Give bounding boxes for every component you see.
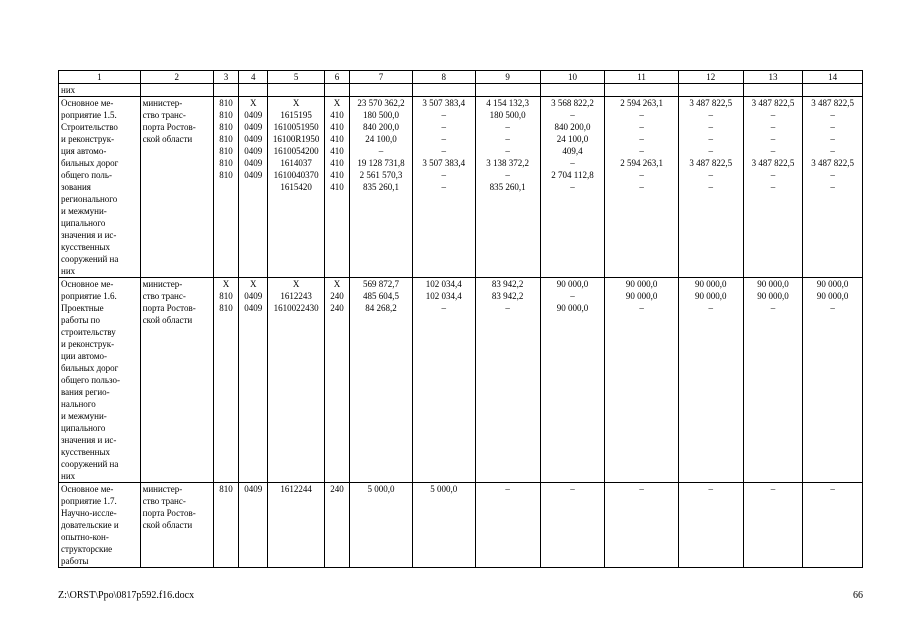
value-cell-c3 (213, 278, 238, 483)
executor-name: министер- ство транс- порта Ростов- ской области (140, 483, 213, 568)
header-row (59, 71, 863, 84)
value-line: 1610040370 (273, 170, 319, 180)
value-cell-c8 (412, 97, 475, 278)
value-line: – (639, 484, 644, 494)
value-line: 240 (330, 303, 344, 313)
budget-table (58, 70, 863, 568)
value-line: 23 570 362,2 (357, 98, 405, 108)
value-cell-c5 (268, 483, 325, 568)
value-line: 810 (219, 146, 233, 156)
header-cell: 11 (605, 71, 678, 84)
value-line: Х (292, 98, 300, 108)
value-line: – (830, 110, 835, 120)
value-line: – (639, 134, 644, 144)
activity-name: Основное ме- роприятие 1.6. Проектные работы по строительству и реконструк- ции автомо- бильных дорог общего пользо- вания регио- нального и межмуни- ципального значения и ис- кусственных сооружений на них (59, 278, 141, 483)
value-line: – (770, 303, 776, 313)
value-cell-c4 (239, 97, 268, 278)
empty-cell (239, 84, 268, 97)
value-line: – (770, 134, 776, 144)
empty-cell (268, 84, 325, 97)
value-line: 1610022430 (273, 303, 319, 313)
value-line: – (441, 110, 446, 120)
value-cell-c4 (239, 278, 268, 483)
value-line: 3 487 822,5 (751, 98, 795, 108)
value-line: – (708, 110, 713, 120)
value-line: 180 500,0 (362, 110, 399, 120)
value-line: – (441, 122, 446, 132)
footer-file-path: Z:\ORST\Ppo\0817p592.f16.docx (58, 590, 195, 601)
value-cell-c14 (803, 278, 863, 483)
table-row (59, 97, 863, 278)
value-cell-c10 (540, 97, 605, 278)
header-cell: 4 (239, 71, 268, 84)
value-line: 1610054200 (273, 146, 319, 156)
value-line: 24 100,0 (556, 134, 589, 144)
empty-cell (140, 84, 213, 97)
value-line: 180 500,0 (489, 110, 526, 120)
header-cell: 10 (540, 71, 605, 84)
value-line: 1612243 (280, 291, 312, 301)
value-line: 409,4 (562, 146, 583, 156)
value-line: 810 (219, 158, 233, 168)
value-line: 410 (330, 134, 344, 144)
value-line: – (708, 170, 713, 180)
header-cell: 6 (324, 71, 349, 84)
value-line: – (570, 291, 575, 301)
value-line: 0409 (244, 134, 263, 144)
value-cell-c3 (213, 483, 238, 568)
value-line: 410 (330, 158, 344, 168)
empty-cell (350, 84, 413, 97)
value-line: – (505, 170, 510, 180)
continued-row (59, 84, 863, 97)
value-line: 1610051950 (273, 122, 319, 132)
value-line: 810 (219, 291, 233, 301)
value-line: 2 704 112,8 (551, 170, 594, 180)
value-line: 810 (219, 134, 233, 144)
value-cell-c6 (324, 483, 349, 568)
value-line: 569 872,7 (362, 279, 399, 289)
value-line: – (830, 182, 835, 192)
value-line: 3 568 822,2 (551, 98, 594, 108)
value-line: 810 (219, 122, 233, 132)
value-line: 90 000,0 (757, 291, 789, 301)
value-line: Х (249, 279, 257, 289)
value-line: – (639, 110, 644, 120)
value-line: 1615195 (280, 110, 312, 120)
value-cell-c11 (605, 483, 678, 568)
value-line: 2 594 263,1 (620, 98, 663, 108)
value-line: – (830, 170, 835, 180)
value-line: – (639, 146, 644, 156)
value-line: 0409 (244, 158, 263, 168)
value-line: – (505, 122, 510, 132)
value-line: – (639, 122, 644, 132)
value-line: 1615420 (280, 182, 312, 192)
value-line: – (770, 122, 776, 132)
header-cell: 13 (743, 71, 803, 84)
value-line: 810 (219, 170, 233, 180)
empty-cell (475, 84, 540, 97)
value-line: 5 000,0 (430, 484, 458, 494)
value-line: – (441, 146, 446, 156)
value-cell-c10 (540, 278, 605, 483)
value-line: 3 487 822,5 (689, 158, 733, 168)
value-line: – (441, 134, 446, 144)
header-cell: 3 (213, 71, 238, 84)
value-line: – (570, 110, 575, 120)
value-cell-c13 (743, 278, 803, 483)
value-line: – (639, 303, 644, 313)
value-line: 90 000,0 (757, 279, 789, 289)
value-cell-c12 (678, 278, 743, 483)
value-line: 16100R1950 (272, 134, 320, 144)
header-cell: 9 (475, 71, 540, 84)
value-line: 2 561 570,3 (359, 170, 403, 180)
value-line: 3 507 383,4 (422, 98, 466, 108)
value-cell-c14 (803, 483, 863, 568)
value-cell-c11 (605, 97, 678, 278)
value-line: 90 000,0 (625, 279, 658, 289)
continued-text: них (59, 84, 141, 97)
executor-name: министер- ство транс- порта Ростов- ской области (140, 97, 213, 278)
value-cell-c12 (678, 483, 743, 568)
value-cell-c7 (350, 278, 413, 483)
empty-cell (412, 84, 475, 97)
value-cell-c9 (475, 483, 540, 568)
value-line: 90 000,0 (556, 279, 589, 289)
value-line: Х (222, 279, 230, 289)
value-line: 102 034,4 (425, 279, 462, 289)
header-cell: 14 (803, 71, 863, 84)
value-line: 0409 (244, 146, 263, 156)
value-line: 485 604,5 (362, 291, 399, 301)
value-line: – (570, 484, 575, 494)
value-line: 810 (219, 303, 233, 313)
empty-cell (743, 84, 803, 97)
value-line: 0409 (244, 170, 263, 180)
value-line: 90 000,0 (625, 291, 658, 301)
value-line: – (708, 182, 713, 192)
value-line: – (830, 146, 835, 156)
value-line: – (639, 170, 644, 180)
value-line: 0409 (244, 110, 263, 120)
value-line: 835 260,1 (489, 182, 526, 192)
value-line: – (708, 122, 713, 132)
value-line: – (708, 146, 713, 156)
value-line: – (770, 110, 776, 120)
value-line: – (570, 158, 575, 168)
value-line: 90 000,0 (694, 291, 727, 301)
value-line: 810 (219, 110, 233, 120)
value-line: 90 000,0 (694, 279, 727, 289)
activity-name: Основное ме- роприятие 1.5. Строительство и реконструк- ция автомо- бильных дорог общего поль- зования регионального и межмуни- ципального значения и ис- кусственных сооружений на них (59, 97, 141, 278)
value-line: – (441, 303, 446, 313)
value-cell-c7 (350, 483, 413, 568)
value-line: 810 (219, 484, 233, 494)
value-cell-c5 (268, 278, 325, 483)
value-cell-c4 (239, 483, 268, 568)
value-line: 3 487 822,5 (811, 158, 855, 168)
value-cell-c9 (475, 97, 540, 278)
value-cell-c3 (213, 97, 238, 278)
value-line: 4 154 132,3 (486, 98, 529, 108)
value-line: 83 942,2 (491, 291, 524, 301)
value-cell-c12 (678, 97, 743, 278)
empty-cell (803, 84, 863, 97)
value-line: 1612244 (280, 484, 312, 494)
header-cell: 1 (59, 71, 141, 84)
value-line: Х (333, 98, 341, 108)
value-line: – (570, 182, 575, 192)
value-line: 410 (330, 182, 344, 192)
header-cell: 2 (140, 71, 213, 84)
value-line: Х (249, 98, 257, 108)
value-line: 102 034,4 (425, 291, 462, 301)
value-line: 3 487 822,5 (751, 158, 795, 168)
value-line: 0409 (244, 303, 263, 313)
value-line: – (770, 484, 776, 494)
value-line: 410 (330, 110, 344, 120)
header-cell: 5 (268, 71, 325, 84)
value-cell-c13 (743, 97, 803, 278)
value-line: – (505, 303, 510, 313)
value-line: – (505, 146, 510, 156)
value-cell-c14 (803, 97, 863, 278)
value-cell-c9 (475, 278, 540, 483)
value-line: 90 000,0 (556, 303, 589, 313)
empty-cell (213, 84, 238, 97)
value-cell-c6 (324, 278, 349, 483)
value-cell-c5 (268, 97, 325, 278)
value-line: 0409 (244, 122, 263, 132)
executor-name: министер- ство транс- порта Ростов- ской области (140, 278, 213, 483)
header-cell: 7 (350, 71, 413, 84)
value-line: – (708, 134, 713, 144)
value-cell-c8 (412, 483, 475, 568)
value-line: – (830, 134, 835, 144)
value-line: 5 000,0 (367, 484, 395, 494)
value-line: 19 128 731,8 (357, 158, 405, 168)
value-cell-c8 (412, 278, 475, 483)
value-line: 90 000,0 (816, 291, 849, 301)
value-line: Х (333, 279, 341, 289)
value-line: 3 138 372,2 (486, 158, 529, 168)
value-cell-c11 (605, 278, 678, 483)
empty-cell (605, 84, 678, 97)
value-line: – (830, 303, 835, 313)
value-cell-c6 (324, 97, 349, 278)
value-line: – (639, 182, 644, 192)
value-line: 835 260,1 (362, 182, 399, 192)
value-line: 90 000,0 (816, 279, 849, 289)
activity-name: Основное ме- роприятие 1.7. Научно-иссле- довательские и опытно-кон- структорские работы (59, 483, 141, 568)
value-line: 3 487 822,5 (689, 98, 733, 108)
value-line: 0409 (244, 484, 263, 494)
value-line: 3 507 383,4 (422, 158, 466, 168)
value-line: 840 200,0 (362, 122, 399, 132)
value-line: – (441, 170, 446, 180)
value-cell-c13 (743, 483, 803, 568)
value-line: – (441, 182, 446, 192)
value-line: – (708, 484, 713, 494)
header-cell: 8 (412, 71, 475, 84)
footer-page-number: 66 (853, 590, 863, 601)
table-row (59, 278, 863, 483)
empty-cell (540, 84, 605, 97)
value-line: 84 268,2 (365, 303, 397, 313)
value-line: – (830, 484, 835, 494)
value-line: 0409 (244, 291, 263, 301)
value-line: 840 200,0 (554, 122, 591, 132)
value-line: – (770, 146, 776, 156)
value-line: – (830, 122, 835, 132)
value-line: 24 100,0 (365, 134, 397, 144)
value-line: 410 (330, 146, 344, 156)
empty-cell (678, 84, 743, 97)
value-line: 240 (330, 484, 344, 494)
table-row (59, 483, 863, 568)
value-line: 810 (219, 98, 233, 108)
value-line: – (505, 134, 510, 144)
value-line: 3 487 822,5 (811, 98, 855, 108)
value-line: 2 594 263,1 (620, 158, 663, 168)
value-line: 1614037 (280, 158, 312, 168)
value-line: – (505, 484, 510, 494)
value-line: – (378, 146, 384, 156)
empty-cell (324, 84, 349, 97)
value-line: 410 (330, 122, 344, 132)
value-line: – (770, 182, 776, 192)
value-line: 410 (330, 170, 344, 180)
value-line: – (708, 303, 713, 313)
header-cell: 12 (678, 71, 743, 84)
value-cell-c10 (540, 483, 605, 568)
value-line: 240 (330, 291, 344, 301)
value-cell-c7 (350, 97, 413, 278)
value-line: 83 942,2 (491, 279, 524, 289)
value-line: – (770, 170, 776, 180)
value-line: Х (292, 279, 300, 289)
